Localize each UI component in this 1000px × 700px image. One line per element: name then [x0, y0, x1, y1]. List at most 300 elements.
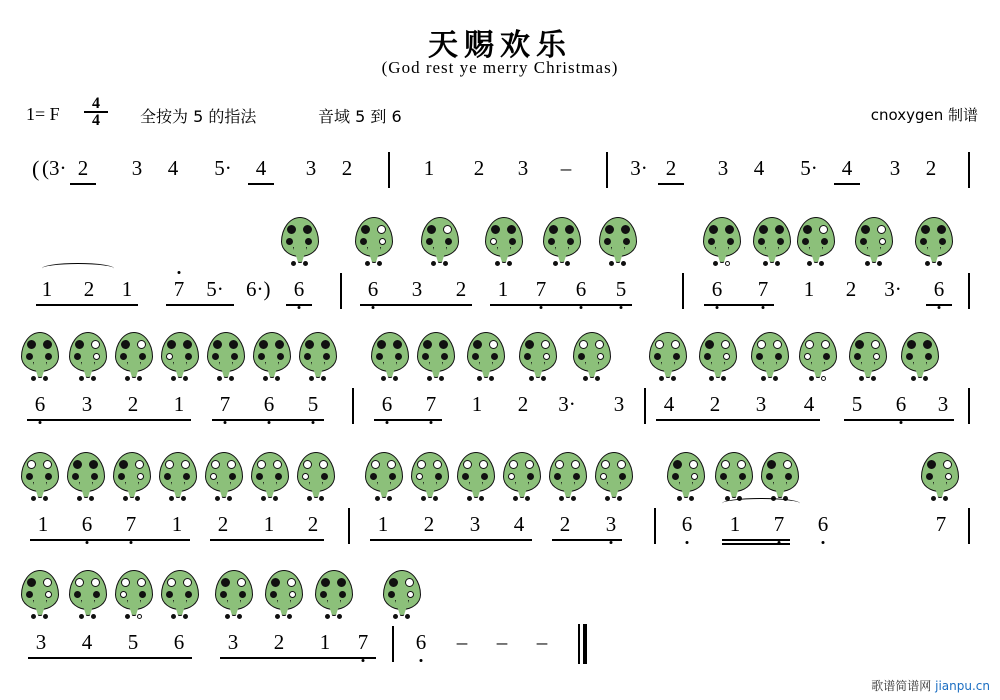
- hole: [467, 496, 472, 501]
- hole: [491, 225, 500, 234]
- fingering-diagram: [380, 570, 424, 622]
- hole: [543, 353, 550, 360]
- note: [468, 156, 490, 181]
- staff-line-3: [0, 330, 1000, 440]
- hole: [91, 376, 96, 381]
- fingering-diagram: [592, 452, 636, 504]
- note-glyph: 4: [841, 156, 853, 180]
- note-glyph: 6·): [246, 277, 271, 301]
- beam: [30, 539, 190, 541]
- hole: [819, 261, 824, 266]
- note-glyph: 3: [131, 156, 143, 180]
- hole: [381, 376, 386, 381]
- note-glyph: 2: [517, 392, 529, 416]
- note-glyph: 6: [34, 392, 46, 416]
- page-subtitle: (God rest ye merry Christmas): [381, 58, 619, 77]
- octave-dot-down: [430, 421, 433, 424]
- hole: [221, 578, 230, 587]
- hole: [79, 614, 84, 619]
- hole: [725, 261, 730, 266]
- hole: [803, 225, 812, 234]
- staff-line-2: [0, 215, 1000, 325]
- hole: [239, 591, 246, 598]
- hole: [427, 376, 432, 381]
- note: [76, 392, 98, 417]
- hole: [763, 261, 768, 266]
- fingering-diagram: [748, 332, 792, 384]
- octave-dot-down: [762, 306, 765, 309]
- hole: [508, 473, 515, 480]
- hole: [925, 353, 932, 360]
- note: [570, 277, 592, 302]
- note: [890, 392, 912, 417]
- note: [410, 630, 432, 655]
- note-glyph: 1: [319, 630, 331, 654]
- note: [376, 392, 398, 417]
- note-glyph: 2: [559, 512, 571, 536]
- hole: [709, 376, 714, 381]
- hole: [619, 473, 626, 480]
- note-glyph: 4: [167, 156, 179, 180]
- octave-dot-down: [686, 541, 689, 544]
- hole: [183, 614, 188, 619]
- note: [250, 156, 272, 181]
- hole: [258, 353, 265, 360]
- hole: [871, 376, 876, 381]
- hole: [691, 473, 698, 480]
- hole: [291, 261, 296, 266]
- beam: [926, 304, 952, 306]
- note: [840, 277, 862, 302]
- hole: [164, 473, 171, 480]
- hole: [229, 473, 236, 480]
- hole: [473, 340, 482, 349]
- hole: [388, 591, 395, 598]
- hole: [26, 473, 33, 480]
- hole: [737, 460, 746, 469]
- hole: [261, 496, 266, 501]
- hole: [943, 496, 948, 501]
- hole: [655, 340, 664, 349]
- hole: [673, 460, 682, 469]
- hole: [135, 460, 144, 469]
- note-glyph: 2: [127, 392, 139, 416]
- hole: [861, 225, 870, 234]
- note-glyph: 5: [307, 392, 319, 416]
- hole: [273, 496, 278, 501]
- hole: [123, 496, 128, 501]
- note-glyph: 2: [925, 156, 937, 180]
- hole: [756, 353, 763, 360]
- hole: [73, 460, 82, 469]
- note-glyph: 5·: [206, 277, 224, 301]
- hole: [31, 376, 36, 381]
- note-glyph: 2: [709, 392, 721, 416]
- note: [32, 512, 54, 537]
- hole: [45, 473, 52, 480]
- hole: [513, 496, 518, 501]
- repeat-open-paren: (: [32, 156, 40, 181]
- hole: [166, 591, 173, 598]
- note: [812, 512, 834, 537]
- hole: [303, 460, 312, 469]
- hole: [287, 225, 296, 234]
- hole: [739, 473, 746, 480]
- note-glyph: 1: [377, 512, 389, 536]
- note-glyph: 2: [455, 277, 467, 301]
- hole: [923, 340, 932, 349]
- fingering-diagram: [500, 452, 544, 504]
- hole: [360, 238, 367, 245]
- note: [706, 277, 728, 302]
- hole: [819, 225, 828, 234]
- note-glyph: 5: [615, 277, 627, 301]
- hole: [617, 460, 626, 469]
- slur: [722, 498, 800, 509]
- hole: [865, 261, 870, 266]
- fingering-diagram: [64, 452, 108, 504]
- fingering-diagram: [596, 217, 640, 269]
- hole: [270, 591, 277, 598]
- fingering-diagram: [898, 332, 942, 384]
- fingering-diagram: [516, 332, 560, 384]
- hole: [220, 591, 227, 598]
- fingering-diagram: [352, 217, 396, 269]
- hole: [337, 614, 342, 619]
- hole: [654, 353, 661, 360]
- note: [712, 156, 734, 181]
- fingering-diagram: [18, 570, 62, 622]
- fingering-diagram: [712, 452, 756, 504]
- hole: [125, 614, 130, 619]
- hole: [165, 460, 174, 469]
- note: [724, 512, 746, 537]
- note-glyph: 6: [895, 392, 907, 416]
- note: [372, 512, 394, 537]
- fingering-diagram: [918, 452, 962, 504]
- hole: [75, 578, 84, 587]
- hole: [879, 238, 886, 245]
- hole: [416, 473, 423, 480]
- note-glyph: 2: [77, 156, 89, 180]
- note: [798, 156, 820, 181]
- hole: [225, 614, 230, 619]
- note-glyph: 6: [681, 512, 693, 536]
- note-glyph: 6: [81, 512, 93, 536]
- note: [122, 392, 144, 417]
- octave-dot-down: [386, 421, 389, 424]
- hole: [121, 578, 130, 587]
- note: [258, 512, 280, 537]
- hole: [305, 340, 314, 349]
- hole: [579, 340, 588, 349]
- hole: [275, 614, 280, 619]
- hole: [489, 340, 498, 349]
- hole: [275, 376, 280, 381]
- hole: [507, 261, 512, 266]
- note: [660, 156, 682, 181]
- hole: [323, 353, 330, 360]
- fingering-diagram: [312, 570, 356, 622]
- hole: [27, 460, 36, 469]
- hole: [43, 460, 52, 469]
- note-glyph: 1: [121, 277, 133, 301]
- note: [420, 392, 442, 417]
- note: [122, 630, 144, 655]
- staff-line-1: [0, 150, 1000, 200]
- note-glyph: 4: [255, 156, 267, 180]
- hole: [217, 376, 222, 381]
- range-note: 音域 5 到 6: [318, 107, 402, 126]
- hole: [79, 376, 84, 381]
- note: [300, 156, 322, 181]
- hole: [945, 473, 952, 480]
- hole: [439, 340, 448, 349]
- hole: [443, 225, 452, 234]
- hole: [559, 496, 564, 501]
- key-signature: 1= F: [26, 104, 60, 124]
- note-glyph: 6: [173, 630, 185, 654]
- fingering-note: 全按为 5 的指法: [140, 107, 257, 126]
- hole: [287, 614, 292, 619]
- hole: [705, 340, 714, 349]
- note: [748, 156, 770, 181]
- hole: [213, 340, 222, 349]
- fingering-diagram: [112, 570, 156, 622]
- hole: [621, 261, 626, 266]
- note-glyph: 7: [173, 277, 185, 301]
- fingering-diagram: [112, 332, 156, 384]
- hole: [907, 340, 916, 349]
- hole: [605, 225, 614, 234]
- note-glyph: 1: [173, 392, 185, 416]
- fingering-diagram: [408, 452, 452, 504]
- octave-dot-down: [39, 421, 42, 424]
- hole: [821, 340, 830, 349]
- note-glyph: 3·: [884, 277, 902, 301]
- fingering-diagram: [546, 452, 590, 504]
- note-glyph: 3: [613, 392, 625, 416]
- hole: [43, 376, 48, 381]
- hole: [723, 353, 730, 360]
- note-glyph: 3: [227, 630, 239, 654]
- beam: [552, 539, 622, 541]
- note-glyph: 3: [937, 392, 949, 416]
- fingering-diagram: [700, 217, 744, 269]
- note-glyph: 4: [513, 512, 525, 536]
- hole: [183, 340, 192, 349]
- hole: [371, 460, 380, 469]
- beam: [658, 183, 684, 185]
- octave-dot-down: [938, 306, 941, 309]
- staff-line-4: [0, 450, 1000, 560]
- note: [750, 392, 772, 417]
- hole: [462, 473, 469, 480]
- hole: [395, 353, 402, 360]
- hole: [507, 225, 516, 234]
- hole: [777, 238, 784, 245]
- note-glyph: 4: [81, 630, 93, 654]
- note: [302, 512, 324, 537]
- note-glyph: 2: [665, 156, 677, 180]
- hole: [43, 578, 52, 587]
- hole: [509, 238, 516, 245]
- hole: [443, 261, 448, 266]
- note-glyph: 3: [755, 392, 767, 416]
- hold-dash: –: [496, 630, 508, 654]
- fingering-diagram: [846, 332, 890, 384]
- hole: [259, 340, 268, 349]
- hole: [325, 614, 330, 619]
- hole: [775, 353, 782, 360]
- note-glyph: 7: [935, 512, 947, 536]
- note-glyph: 6: [711, 277, 723, 301]
- note-glyph: 7: [773, 512, 785, 536]
- hole: [525, 496, 530, 501]
- hole: [273, 460, 282, 469]
- barline: [968, 508, 970, 544]
- beam: [656, 419, 820, 421]
- hole: [45, 353, 52, 360]
- time-signature-denominator: 4: [92, 112, 100, 129]
- note-glyph: 5: [851, 392, 863, 416]
- hole: [927, 460, 936, 469]
- fingering-diagram: [368, 332, 412, 384]
- hole: [387, 460, 396, 469]
- note: [608, 392, 630, 417]
- hole: [541, 376, 546, 381]
- hole: [229, 376, 234, 381]
- hole: [804, 353, 811, 360]
- page-title: 天赐欢乐: [428, 28, 572, 63]
- fingering-diagram: [18, 332, 62, 384]
- note: [798, 277, 820, 302]
- hole: [26, 591, 33, 598]
- fingering-diagram: [794, 217, 838, 269]
- fingering-diagram: [158, 570, 202, 622]
- note: [116, 277, 138, 302]
- hole: [287, 578, 296, 587]
- note-glyph: 6: [367, 277, 379, 301]
- hole: [256, 473, 263, 480]
- fingering-diagram: [296, 332, 340, 384]
- hole: [227, 496, 232, 501]
- hole: [91, 578, 100, 587]
- hole: [775, 261, 780, 266]
- hole: [27, 578, 36, 587]
- hole: [567, 238, 574, 245]
- hole: [361, 225, 370, 234]
- hole: [31, 496, 36, 501]
- note: [246, 277, 271, 302]
- hole: [337, 578, 346, 587]
- note-glyph: 6: [575, 277, 587, 301]
- note-glyph: 7: [357, 630, 369, 654]
- note: [508, 512, 530, 537]
- hole: [923, 376, 928, 381]
- hole: [275, 473, 282, 480]
- hole: [389, 578, 398, 587]
- hole: [571, 460, 580, 469]
- hole: [433, 496, 438, 501]
- fingering-diagram: [156, 452, 200, 504]
- hole: [761, 376, 766, 381]
- note: [288, 277, 310, 302]
- octave-dot-down: [362, 659, 365, 662]
- barline: [348, 508, 350, 544]
- note-glyph: 1: [471, 392, 483, 416]
- hole: [389, 473, 396, 480]
- barline: [388, 152, 390, 188]
- note-glyph: (3·: [42, 156, 67, 180]
- hole: [125, 376, 130, 381]
- note-glyph: 3: [605, 512, 617, 536]
- hole: [759, 225, 768, 234]
- fingering-diagram: [570, 332, 614, 384]
- hole: [677, 496, 682, 501]
- hole: [303, 225, 312, 234]
- hole: [937, 225, 946, 234]
- hole: [379, 238, 386, 245]
- hole: [489, 376, 494, 381]
- score-meta: [0, 95, 1000, 130]
- hole: [167, 340, 176, 349]
- note-glyph: 7: [125, 512, 137, 536]
- hole: [491, 353, 498, 360]
- note: [418, 156, 440, 181]
- hole: [407, 591, 414, 598]
- octave-dot-down: [372, 306, 375, 309]
- hole: [775, 225, 784, 234]
- hole: [673, 353, 680, 360]
- note: [464, 512, 486, 537]
- hole: [77, 496, 82, 501]
- note: [846, 392, 868, 417]
- barline: [682, 273, 684, 309]
- note-glyph: 6: [933, 277, 945, 301]
- hole: [549, 225, 558, 234]
- hole: [89, 460, 98, 469]
- hole: [854, 353, 861, 360]
- final-barline-thin: [578, 624, 580, 664]
- hole: [426, 238, 433, 245]
- note-glyph: 2: [83, 277, 95, 301]
- hole: [423, 340, 432, 349]
- hole: [472, 353, 479, 360]
- note-glyph: 3: [35, 630, 47, 654]
- hole: [271, 578, 280, 587]
- hole: [708, 238, 715, 245]
- hole: [237, 614, 242, 619]
- hole: [709, 225, 718, 234]
- barline: [392, 626, 394, 662]
- time-signature: [84, 96, 108, 128]
- beam: [374, 419, 442, 421]
- hole: [137, 614, 142, 619]
- hole: [604, 238, 611, 245]
- note: [258, 392, 280, 417]
- hole: [183, 376, 188, 381]
- hole: [387, 496, 392, 501]
- hole: [43, 496, 48, 501]
- barline: [352, 388, 354, 424]
- hole: [873, 353, 880, 360]
- hole: [309, 376, 314, 381]
- hole: [573, 473, 580, 480]
- note-glyph: 6: [415, 630, 427, 654]
- hole: [231, 353, 238, 360]
- hole: [689, 496, 694, 501]
